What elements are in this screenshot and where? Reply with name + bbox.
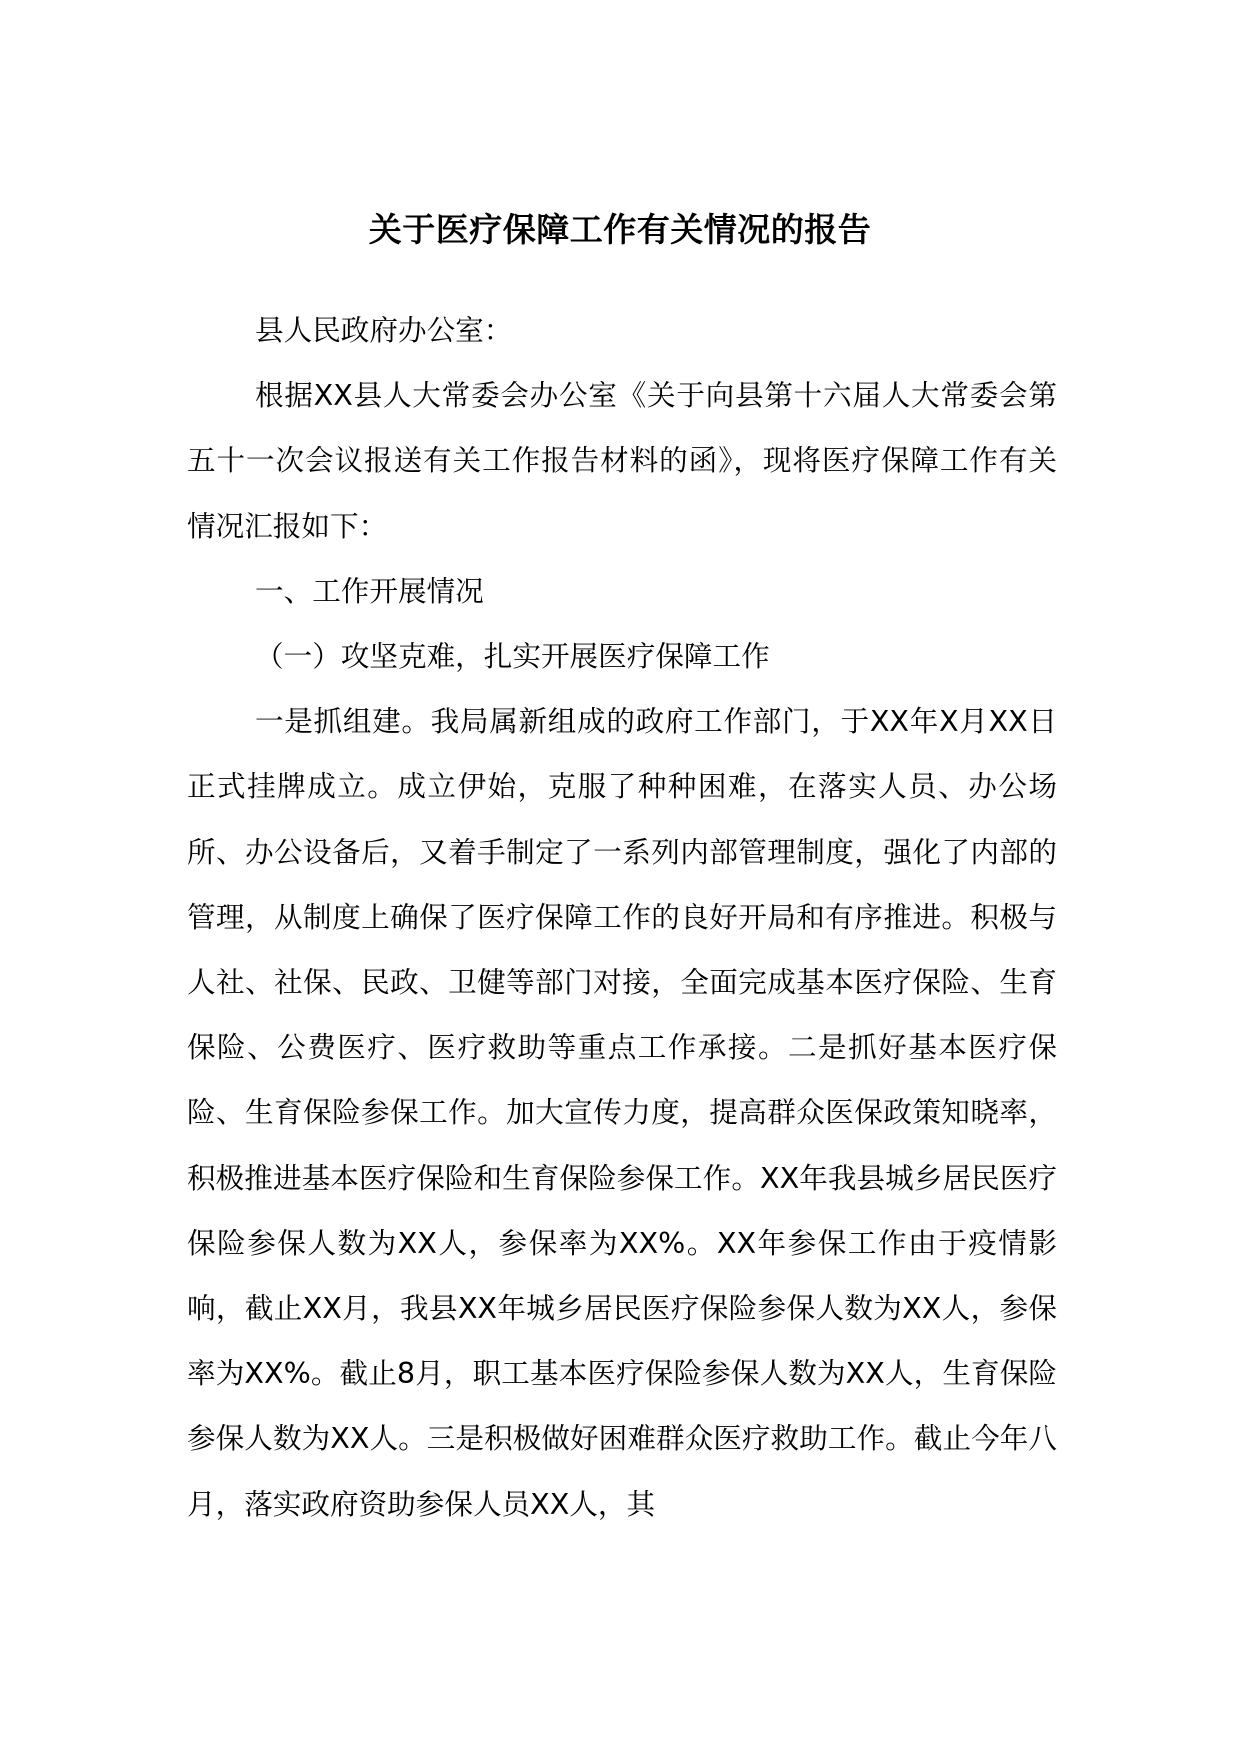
paragraph-body: 一是抓组建。我局属新组成的政府工作部门，于XX年X月XX日正式挂牌成立。成立伊始，克服了种种困难，在落实人员、办公场所、办公设备后，又着手制定了一系列内部管理制度，强化了内部的管理，从制度上确保了医疗保障工作的良好开局和有序推进。积极与人社、社保、民政、卫健等部门对接，全面完成基本医疗保险、生育保险、公费医疗、医疗救助等重点工作承接。二是抓好基本医疗保险、生育保险参保工作。加大宣传力度，提高群众医保政策知晓率，积极推进基本医疗保险和生育保险参保工作。XX年我县城乡居民医疗保险参保人数为XX人，参保率为XX%。XX年参保工作由于疫情影响，截止XX月，我县XX年城乡居民医疗保险参保人数为XX人，参保率为XX%。截止8月，职工基本医疗保险参保人数为XX人，生育保险参保人数为XX人。三是积极做好困难群众医疗救助工作。截止今年八月，落实政府资助参保人员XX人，其 bbox=[187, 704, 1057, 1521]
document-title: 关于医疗保障工作有关情况的报告 bbox=[368, 210, 872, 249]
paragraph-intro: 根据XX县人大常委会办公室《关于向县第十六届人大常委会第五十一次会议报送有关工作报告材料的函》，现将医疗保障工作有关情况汇报如下： bbox=[187, 378, 1057, 543]
salutation: 县人民政府办公室： bbox=[255, 313, 513, 347]
subsection-heading: （一）攻坚克难，扎实开展医疗保障工作 bbox=[255, 639, 770, 674]
document-body bbox=[187, 298, 1057, 1537]
section-heading: 一、工作开展情况 bbox=[255, 573, 484, 608]
